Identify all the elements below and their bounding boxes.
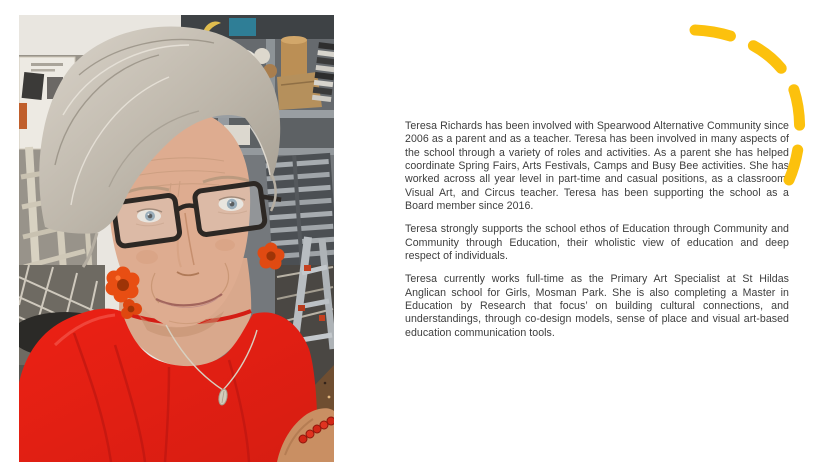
portrait-photo-illustration xyxy=(19,15,334,462)
portrait-photo xyxy=(19,15,334,462)
bio-paragraph-2: Teresa strongly supports the school ethos of Education through Community and Community through Education, their wholistic view of education and deep respect of individuals. xyxy=(405,223,789,263)
bio-paragraph-3: Teresa currently works full-time as the Primary Art Specialist at St Hildas Anglican school for Girls, Mosman Park. She is also completing a Master in Education by Research that focus’ on building cultural connections, and understandings, through co-design models, sense of place and visual art-based education communication tools. xyxy=(405,273,789,339)
bio-paragraph-1: Teresa Richards has been involved with Spearwood Alternative Community since 2006 as a parent and as a teacher. Teresa has been involved in many aspects of the school through a variety of roles and activities. As a parent she has helped coordinate Spring Fairs, Arts Festivals, Camps and Busy Bee activities. She has worked across all year level in part-time and casual positions, as a classroom, Visual Art, and Circus teacher. Teresa has been supporting the school as a Board member since 2016. xyxy=(405,120,789,213)
decorative-dashed-arc xyxy=(668,6,818,192)
dashed-arc-path xyxy=(695,30,800,180)
